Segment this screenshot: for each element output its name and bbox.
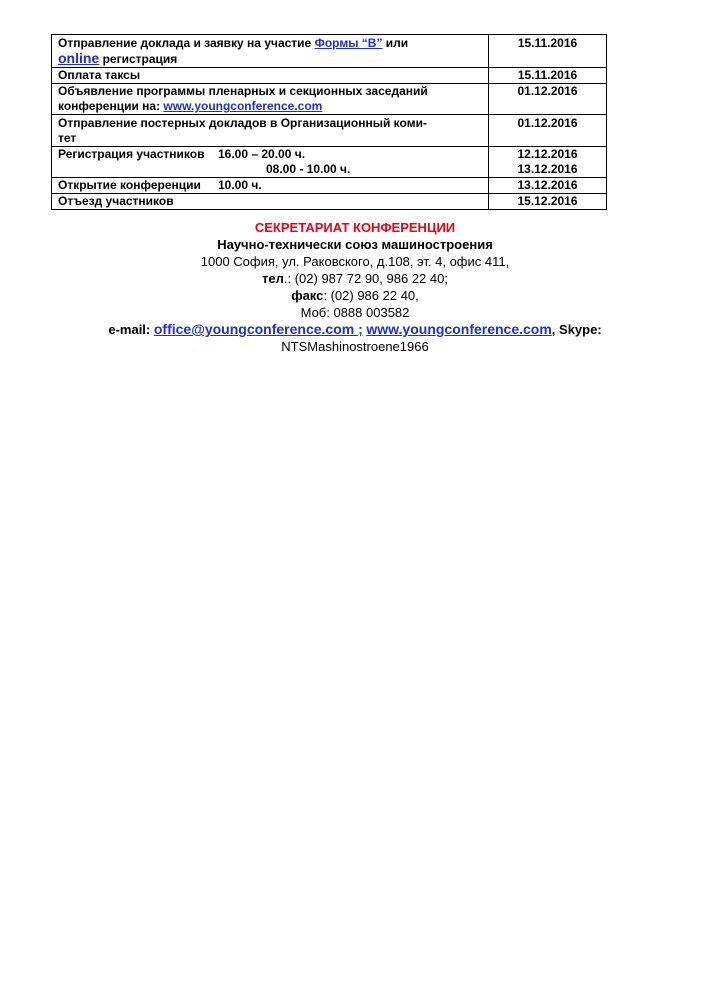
- mobile-line: Моб: 0888 003582: [300, 305, 410, 320]
- schedule-item-text: Регистрация участников: [58, 147, 205, 161]
- email-line: [60, 321, 650, 338]
- online-registration-link[interactable]: online: [58, 50, 100, 66]
- schedule-date: 13.12.2016: [489, 178, 607, 194]
- schedule-row-registration: [52, 147, 607, 178]
- phone-value: .: (02) 987 72 90, 986 22 40;: [283, 271, 448, 286]
- fax-label: факс: [291, 288, 324, 303]
- phone-label: тел: [262, 271, 284, 286]
- schedule-date: 15.11.2016: [489, 68, 607, 84]
- schedule-item-cell: [52, 84, 489, 115]
- schedule-item-cell: [52, 115, 489, 147]
- schedule-item-text: Отправление постерных докладов в Организационный коми-: [58, 116, 427, 130]
- schedule-item-text: Открытие конференции: [58, 178, 201, 192]
- phone-line: [60, 270, 650, 287]
- skype-label: , Skype:: [551, 322, 602, 337]
- schedule-time: 10.00 ч.: [218, 178, 262, 192]
- schedule-date: 01.12.2016: [489, 84, 607, 115]
- schedule-item-text: Отправление доклада и заявку на участие: [58, 36, 315, 50]
- address: 1000 София, ул. Раковского, д.108, эт. 4, офис 411,: [200, 254, 510, 269]
- schedule-date: 15.12.2016: [489, 194, 607, 210]
- schedule-row-fee-payment: [52, 68, 607, 84]
- schedule-item-text: Оплата таксы: [52, 68, 489, 84]
- schedule-date-cell: [489, 147, 607, 178]
- schedule-row-departure: [52, 194, 607, 210]
- form-b-link[interactable]: Формы “В”: [314, 36, 383, 50]
- schedule-item-cell: [52, 178, 489, 194]
- fax-value: : (02) 986 22 40,: [323, 288, 419, 303]
- schedule-item-cell: [52, 147, 489, 178]
- website-link[interactable]: www.youngconference.com: [366, 321, 552, 337]
- email-label: e-mail:: [108, 322, 154, 337]
- schedule-time: 16.00 – 20.00 ч.: [218, 147, 306, 161]
- organization-name: Научно-технически союз машиностроения: [217, 237, 493, 252]
- schedule-date: 15.11.2016: [489, 35, 607, 68]
- schedule-item-cell: [52, 35, 489, 68]
- schedule-table: [51, 34, 607, 210]
- secretariat-contact-block: [60, 219, 650, 355]
- fax-line: [60, 287, 650, 304]
- schedule-item-text: Объявление программы пленарных и секционных заседаний: [58, 84, 428, 98]
- schedule-item-text: тет: [58, 131, 77, 145]
- schedule-time: 08.00 - 10.00 ч.: [266, 162, 351, 176]
- schedule-date: 12.12.2016: [517, 147, 578, 161]
- schedule-row-report-submission: [52, 35, 607, 68]
- schedule-item-text: Отъезд участников: [52, 194, 489, 210]
- schedule-item-text: или: [382, 36, 409, 50]
- conference-website-link[interactable]: www.youngconference.com: [163, 99, 323, 113]
- secretariat-title: СЕКРЕТАРИАТ КОНФЕРЕНЦИИ: [254, 220, 456, 235]
- schedule-item-text: регистрация: [99, 52, 178, 66]
- schedule-row-program-announcement: [52, 84, 607, 115]
- email-link[interactable]: office@youngconference.com ;: [153, 321, 363, 337]
- schedule-row-poster-submission: [52, 115, 607, 147]
- skype-id: NTSMashinostroene1966: [281, 339, 429, 354]
- schedule-row-opening: [52, 178, 607, 194]
- schedule-item-text: конференции на:: [58, 99, 164, 113]
- schedule-date: 01.12.2016: [489, 115, 607, 147]
- schedule-date: 13.12.2016: [517, 162, 578, 176]
